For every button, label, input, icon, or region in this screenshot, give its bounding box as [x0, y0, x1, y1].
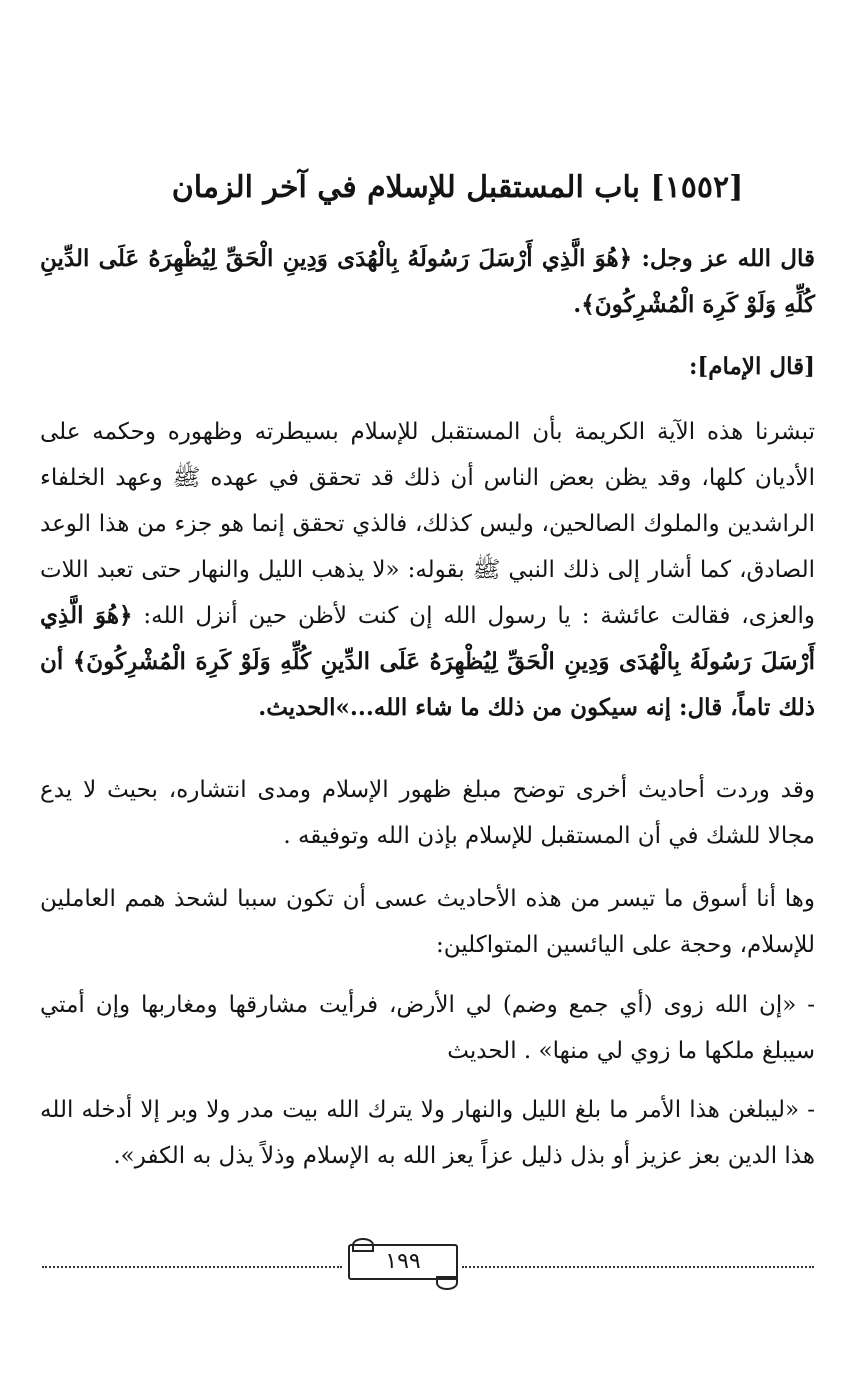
page-footer [0, 1244, 855, 1288]
paragraph-hadith-intro: وقد وردت أحاديث أخرى توضح مبلغ ظهور الإسلام ومدى انتشاره، بحيث لا يدع مجالا للشك في أن المستقبل للإسلام بإذن الله وتوفيقه . [40, 777, 815, 849]
hadith-item-1: - «إن الله زوى (أي جمع وضم) لي الأرض، فرأيت مشارقها ومغاربها وإن أمتي سيبلغ ملكها ما زوي لي منها» . الحديث [40, 992, 815, 1064]
paragraph-commentary [40, 409, 815, 731]
intro-verse-paragraph [40, 236, 815, 328]
hadith-item-2: - «ليبلغن هذا الأمر ما بلغ الليل والنهار ولا يترك الله بيت مدر ولا وبر إلا أدخله الله هذا الدين بعز عزيز أو بذل ذليل عزاً يعز الله به الإسلام وذلاً يذل به الكفر». [40, 1097, 816, 1169]
page-number: ١٩٩ [348, 1244, 458, 1280]
intro-prefix: قال الله عز وجل: [632, 245, 816, 272]
chapter-title: [١٥٥٢] باب المستقبل للإسلام في آخر الزمان [171, 170, 744, 205]
quran-verse: ﴿هُوَ الَّذِي أَرْسَلَ رَسُولَهُ بِالْهُدَى وَدِينِ الْحَقِّ لِيُظْهِرَهُ عَلَى الدِّينِ كُلِّهِ وَلَوْ كَرِهَ الْمُشْرِكُونَ﴾. [40, 245, 815, 318]
frame-ornament-icon [436, 1276, 458, 1290]
paragraph-commentary-tail: أن ذلك تاماً، قال: إنه سيكون من ذلك ما شاء الله...»الحديث. [40, 648, 815, 721]
footer-rule-right [462, 1266, 814, 1268]
book-page [40, 0, 815, 1373]
footer-rule-left [42, 1266, 342, 1268]
paragraph-commentary-text: تبشرنا هذه الآية الكريمة بأن المستقبل للإسلام بسيطرته وظهوره وحكمه على الأديان كلها، وقد يظن بعض الناس أن ذلك قد تحقق في عهده ﷺ وعهد الخلفاء الراشدين والملوك الصالحين، وليس كذلك، فالذي تحقق إنما هو جزء من هذا الوعد الصادق، كما أشار إلى ذلك النبي ﷺ بقوله: «لا يذهب الليل والنهار حتى تعبد اللات والعزى، فقالت عائشة : يا رسول الله إن كنت لأظن حين أنزل الله: [40, 419, 815, 629]
paragraph-list-intro: وها أنا أسوق ما تيسر من هذه الأحاديث عسى أن تكون سببا لشحذ همم العاملين للإسلام، وحجة على اليائسين المتواكلين: [40, 886, 815, 958]
quran-verse-inline: ﴿هُوَ الَّذِي أَرْسَلَ رَسُولَهُ بِالْهُدَى وَدِينِ الْحَقِّ لِيُظْهِرَهُ عَلَى الدِّينِ كُلِّهِ وَلَوْ كَرِهَ الْمُشْرِكُونَ﴾ [40, 602, 815, 675]
imam-label: [قال الإمام]: [688, 353, 815, 380]
